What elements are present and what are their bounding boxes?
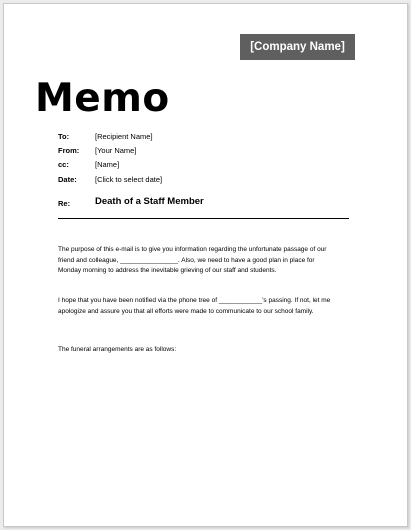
to-label: To:	[58, 132, 70, 141]
memo-title: Memo	[35, 76, 170, 121]
cc-field[interactable]: [Name]	[95, 160, 120, 169]
body-paragraph-1[interactable]	[58, 245, 356, 277]
to-field[interactable]: [Recipient Name]	[95, 132, 153, 141]
body-line: apologize and assure you that all efforts were made to communicate to our school family.	[58, 307, 314, 315]
memo-subject[interactable]: Death of a Staff Member	[95, 196, 204, 207]
body-line: The purpose of this e-mail is to give you information regarding the unfortunate passage of our	[58, 246, 327, 253]
body-line: Monday morning to address the inevitable grieving of our staff and students.	[58, 267, 277, 274]
cc-label: cc:	[58, 160, 69, 169]
body-line: friend and colleague, ________________. Also, we need to have a good plan in place for	[58, 256, 315, 264]
body-line: I hope that you have been notified via the phone tree of ____________'s passing. If not, let me	[58, 297, 331, 304]
memo-page	[3, 3, 408, 527]
header-divider	[58, 218, 349, 219]
from-label: From:	[58, 146, 80, 155]
body-paragraph-2[interactable]	[58, 296, 356, 317]
body-line: The funeral arrangements are as follows:	[58, 346, 177, 353]
re-label: Re:	[58, 199, 71, 208]
body-paragraph-3[interactable]	[58, 345, 356, 356]
company-name-banner[interactable]: [Company Name]	[240, 34, 355, 60]
date-picker-field[interactable]: [Click to select date]	[95, 175, 163, 184]
from-field[interactable]: [Your Name]	[95, 146, 137, 155]
date-label: Date:	[58, 175, 77, 184]
